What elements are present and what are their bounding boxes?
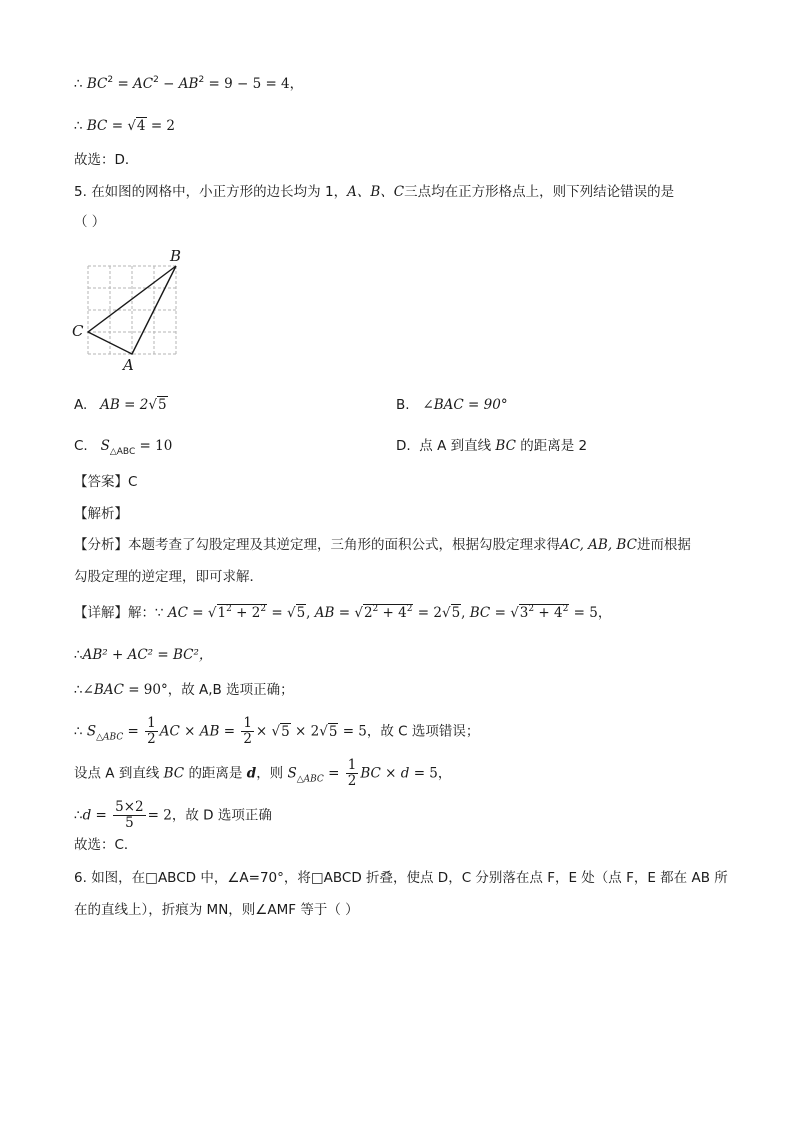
vertex-label-c: C bbox=[72, 322, 84, 340]
option-c: C. $S_{\triangle ABC} = 10$ bbox=[74, 438, 173, 457]
q6-stem-line-2: 在的直线上），折痕为 MN，则∠AMF 等于（ ） bbox=[74, 902, 359, 918]
option-b: B. ∠BAC = 90° bbox=[396, 397, 508, 413]
detail-line-2: ∴AB² + AC² = BC²， bbox=[74, 647, 213, 663]
analysis-line-1: 【分析】本题考查了勾股定理及其逆定理，三角形的面积公式，根据勾股定理求得AC, AB, BC进而根据 bbox=[74, 537, 691, 553]
option-a: A. AB = 2√5 bbox=[74, 397, 167, 413]
prev-answer: 故选：D． bbox=[74, 152, 139, 168]
analysis-tag: 【解析】 bbox=[74, 506, 128, 522]
answer-tag: 【答案】 bbox=[74, 474, 128, 490]
q5-blank: （ ） bbox=[74, 214, 106, 230]
vertex-label-b: B bbox=[170, 247, 182, 265]
detail-line-5: 设点 A 到直线 BC 的距离是 d，则 $S_{\triangle ABC}$ = $\frac{1}{2}$ BC × d = 5， bbox=[74, 757, 452, 789]
detail-line-4: ∴ $S_{\triangle ABC}$ = $\frac{1}{2}$ AC × AB = $\frac{1}{2}$ × √5 × 2√5 = 5，故 C 选项错误； bbox=[74, 715, 480, 747]
prev-step-1: ∴ $BC^2 = AC^2 - AB^2 = 9 - 5 = 4$， bbox=[74, 75, 304, 92]
grid-lines bbox=[88, 266, 176, 354]
q6-stem-line-1: 6. 如图，在□ABCD 中，∠A=70°，将□ABCD 折叠，使点 D，C 分别落在点 F，E 处（点 F，E 都在 AB 所 bbox=[74, 870, 728, 886]
triangle-abc bbox=[88, 266, 176, 354]
vertex-label-a: A bbox=[123, 356, 134, 374]
q5-grid-figure bbox=[66, 244, 196, 376]
detail-line-1: 【详解】解：∵ AC = $√1^2 + 2^2 = √5$, AB = $√2^2 + 4^2 = 2√5$, BC = $√3^2 + 4^2 = 5$， bbox=[74, 604, 612, 621]
prev-step-1-value: = 9 − 5 = 4 bbox=[208, 76, 290, 92]
detail-line-3: ∴∠BAC = 90°，故 A,B 选项正确； bbox=[74, 682, 294, 698]
detail-line-6: ∴d = $\frac{5\times 2}{5}$ = 2，故 D 选项正确 bbox=[74, 799, 272, 831]
answer-line bbox=[74, 472, 137, 492]
q5-stem: 5. 在如图的网格中，小正方形的边长均为 1，A、B、C三点均在正方形格点上，则下列结论错误的是 bbox=[74, 184, 675, 200]
q5-number: 5. bbox=[74, 184, 87, 200]
prev-step-2: ∴ BC = √4 = 2 bbox=[74, 118, 176, 134]
option-d: D. 点 A 到直线 BC 的距离是 2 bbox=[396, 438, 588, 454]
final-answer: 故选：C． bbox=[74, 837, 138, 853]
q6-number: 6. bbox=[74, 870, 87, 886]
analysis-line-2: 勾股定理的逆定理，即可求解． bbox=[74, 569, 263, 585]
answer-value: C bbox=[128, 474, 138, 490]
